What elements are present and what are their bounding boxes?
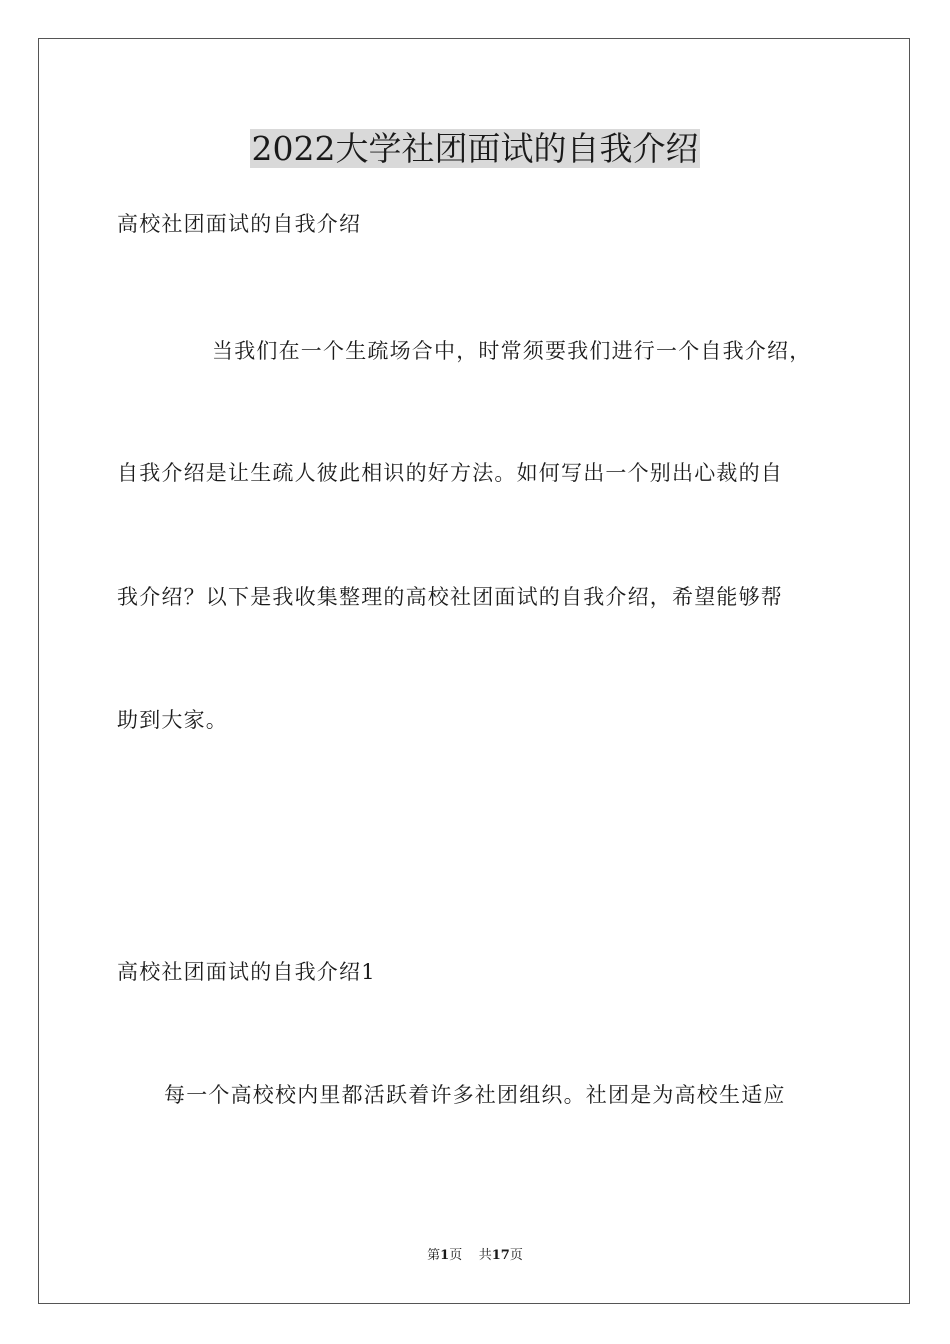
paragraph-line: 自我介绍是让生疏人彼此相识的好方法。如何写出一个别出心裁的自: [117, 461, 783, 485]
paragraph-line: 每一个高校校内里都活跃着许多社团组织。社团是为高校生适应: [164, 1083, 786, 1107]
footer-page-total: 17: [491, 1248, 510, 1263]
document-subtitle: 高校社团面试的自我介绍: [117, 212, 362, 236]
footer-page-suffix: 页: [449, 1248, 463, 1263]
footer-page-prefix: 第: [427, 1248, 441, 1263]
paragraph-line: 我介绍？以下是我收集整理的高校社团面试的自我介绍，希望能够帮: [117, 585, 783, 609]
footer-total-suffix: 页: [509, 1248, 523, 1263]
document-title: [0, 124, 950, 174]
footer-page-current: 1: [440, 1248, 450, 1263]
page-footer: [0, 1246, 950, 1266]
section-heading: 高校社团面试的自我介绍1: [117, 960, 376, 984]
paragraph-line: 当我们在一个生疏场合中，时常须要我们进行一个自我介绍，: [212, 339, 812, 363]
footer-total-prefix: 共: [478, 1248, 492, 1263]
document-title-text: 2022大学社团面试的自我介绍: [251, 129, 699, 168]
paragraph-line: 助到大家。: [117, 708, 228, 732]
